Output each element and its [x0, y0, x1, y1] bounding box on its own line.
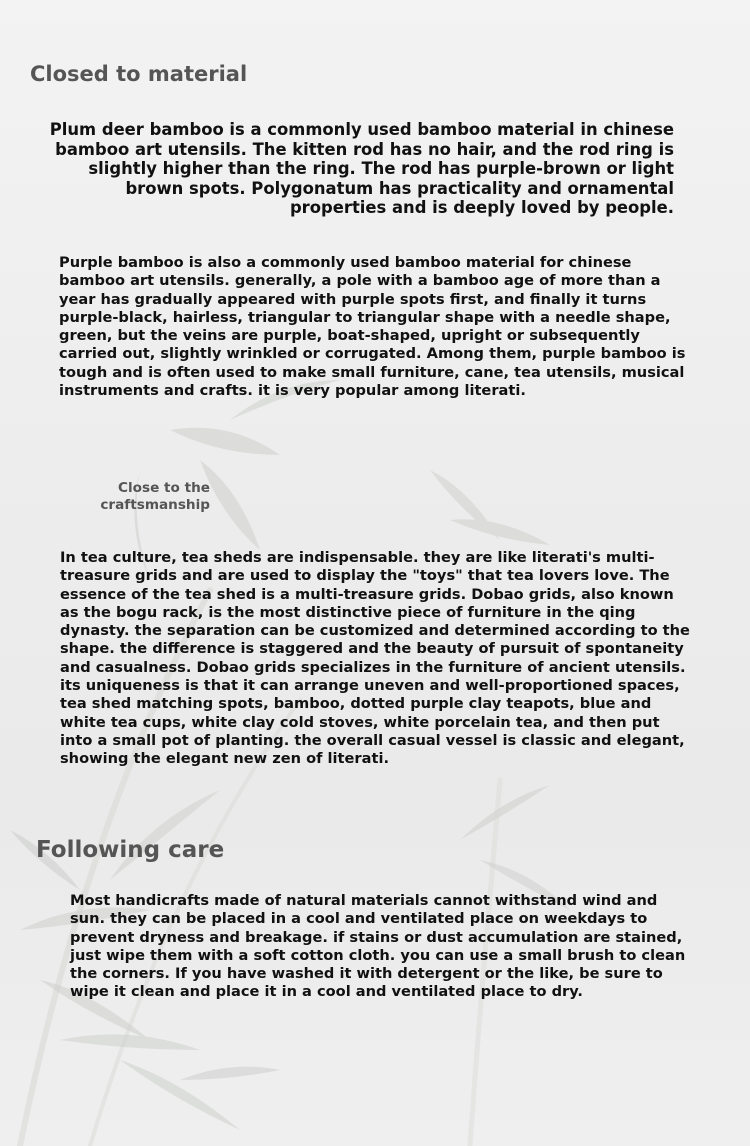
material-body-text: Purple bamboo is also a commonly used bamboo material for chinese bamboo art utensils. generally, a pole with a bamboo age of more than a year has gradually appeared with purple spots first, and finally it turns purple-black, hairless, triangular to triangular shape with a needle shape, green, but the veins are purple, boat-shaped, upright or subsequently carried out, slightly wrinkled or corrugated. Among them, purple bamboo is tough and is often used to make small furniture, cane, tea utensils, musical instruments and crafts. it is very popular among literati. [59, 254, 686, 400]
craftsmanship-body-text: In tea culture, tea sheds are indispensable. they are like literati's multi-treasure grids and are used to display the "toys" that tea lovers love. The essence of the tea shed is a multi-treasure grids. Dobao grids, also known as the bogu rack, is the most distinctive piece of furniture in the qing dynasty. the separation can be customized and determined according to the shape. the difference is staggered and the beauty of pursuit of spontaneity and casualness. Dobao grids specializes in the furniture of ancient utensils. its uniqueness is that it can arrange uneven and well-proportioned spaces, tea shed matching spots, bamboo, dotted purple clay teapots, blue and white tea cups, white clay cold stoves, white porcelain tea, and then put into a small pot of planting. the overall casual vessel is classic and elegant, showing the elegant new zen of literati. [60, 549, 690, 768]
material-intro-text: Plum deer bamboo is a commonly used bamboo material in chinese bamboo art utensils. The kitten rod has no hair, and the rod ring is slightly higher than the ring. The rod has purple-brown or light brown spots. Polygonatum has practicality and ornamental properties and is deeply loved by people. [49, 120, 674, 218]
section-heading-care: Following care [36, 837, 225, 863]
care-body-text: Most handicrafts made of natural materials cannot withstand wind and sun. they can be placed in a cool and ventilated place on weekdays to prevent dryness and breakage. if stains or dust accumulation are stained, just wipe them with a soft cotton cloth. you can use a small brush to clean the corners. If you have washed it with detergent or the like, be sure to wipe it clean and place it in a cool and ventilated place to dry. [70, 892, 686, 1001]
section-heading-craftsmanship: Close to the craftsmanship [100, 480, 210, 513]
section-heading-material: Closed to material [30, 62, 248, 86]
